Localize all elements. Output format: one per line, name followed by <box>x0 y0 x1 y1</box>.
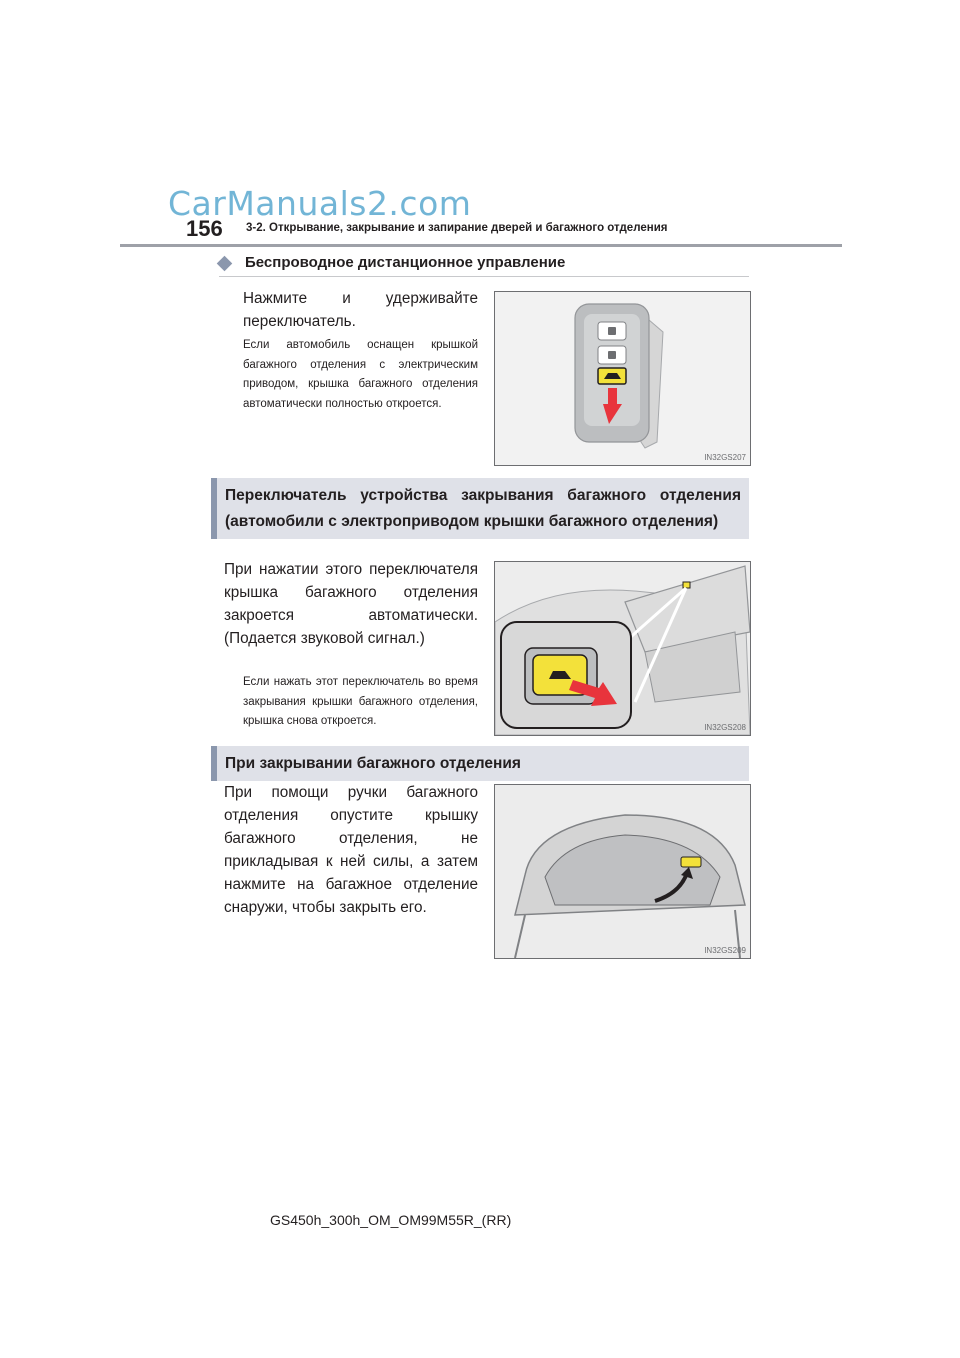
wireless-heading <box>219 254 749 277</box>
figure-code-3: IN32GS209 <box>704 946 746 955</box>
smart-key-illustration <box>495 292 750 465</box>
closing-heading-text: При закрывании багажного отделения <box>225 755 521 772</box>
document-code: GS450h_300h_OM_OM99M55R_(RR) <box>270 1212 512 1228</box>
closing-figure <box>494 784 751 959</box>
closer-switch-instruction: При нажатии этого переключателя крышка багажного отделения закроется автоматически. (Подается звуковой сигнал.) <box>224 561 478 647</box>
closing-heading <box>211 746 749 781</box>
figure-code-1: IN32GS207 <box>704 453 746 462</box>
diamond-bullet-icon <box>217 256 233 272</box>
section-title: 3-2. Открывание, закрывание и запирание дверей и багажного отделения <box>246 222 668 234</box>
closer-switch-illustration <box>495 562 750 735</box>
wireless-note: Если автомобиль оснащен крышкой багажного отделения с электрическим приводом, крышка багажного отделения автоматически полностью откроется. <box>243 339 478 410</box>
smart-key-figure <box>494 291 751 466</box>
figure-code-2: IN32GS208 <box>704 723 746 732</box>
watermark: CarManuals2.com <box>168 184 472 223</box>
wireless-heading-text: Беспроводное дистанционное управление <box>245 254 566 271</box>
closer-switch-heading <box>211 478 749 539</box>
closer-switch-heading-text: Переключатель устройства закрывания багажного отделения (автомобили с электроприводом крышки багажного отделения) <box>225 487 741 530</box>
header-rule <box>120 244 842 247</box>
closing-illustration <box>495 785 750 958</box>
wireless-instruction: Нажмите и удерживайте переключатель. <box>243 290 478 330</box>
closing-instruction: При помощи ручки багажного отделения опустите крышку багажного отделения, не прикладывая к ней силы, а затем нажмите на багажное отделение снаружи, чтобы закрыть его. <box>224 784 478 916</box>
closer-switch-note: Если нажать этот переключатель во время закрывания крышки багажного отделения, крышка снова откроется. <box>243 676 478 727</box>
closer-switch-figure <box>494 561 751 736</box>
page-number: 156 <box>186 216 223 241</box>
